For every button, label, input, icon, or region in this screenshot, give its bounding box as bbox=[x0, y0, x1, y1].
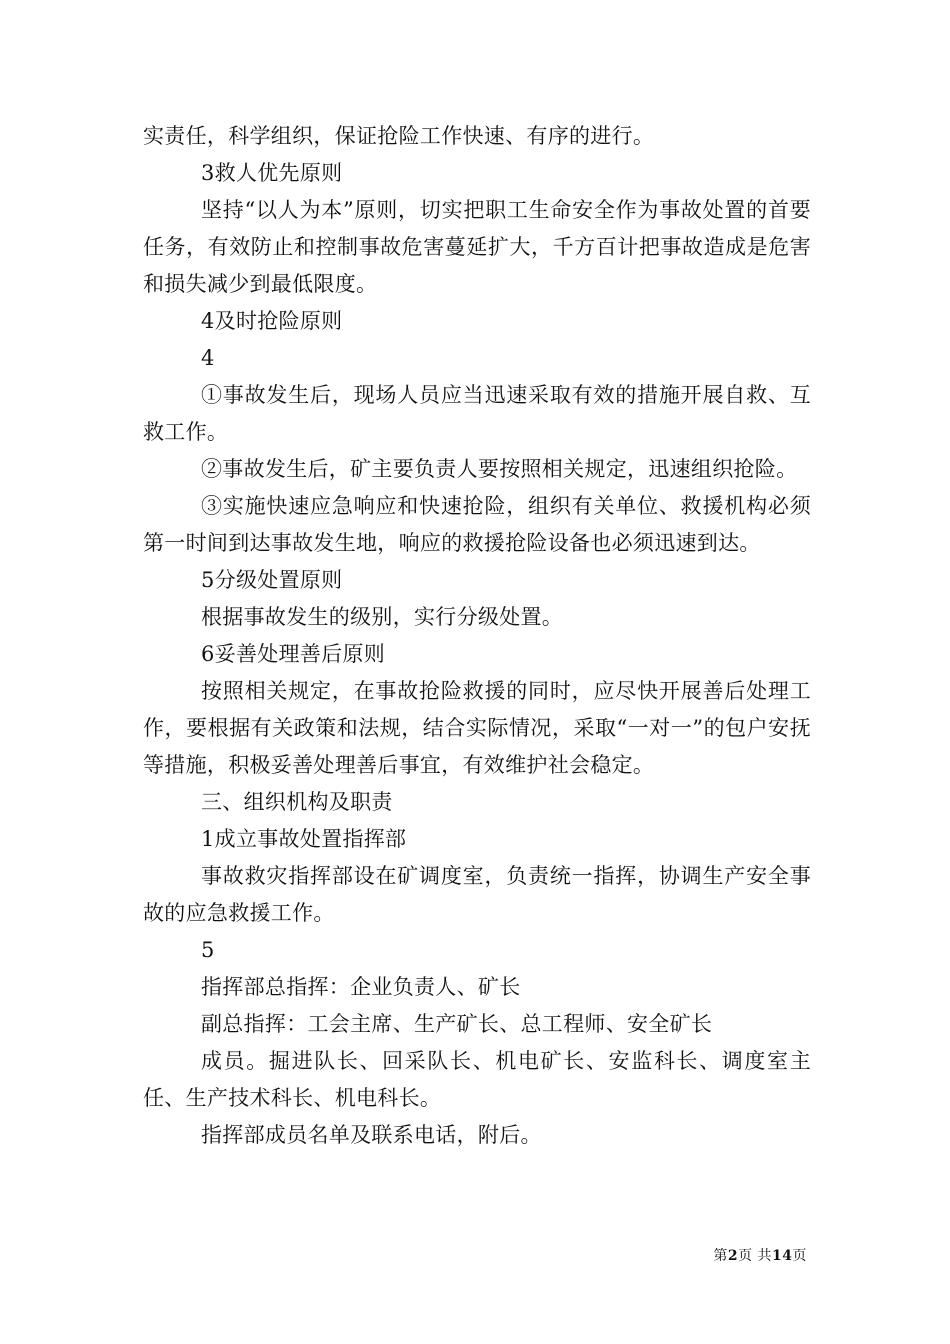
paragraph: 5 bbox=[201, 938, 215, 962]
paragraph: 副总指挥：工会主席、生产矿长、总工程师、安全矿长 bbox=[201, 1012, 713, 1036]
footer-middle: 页 共 bbox=[738, 1248, 773, 1264]
paragraph: 指挥部成员名单及联系电话，附后。 bbox=[201, 1123, 542, 1147]
paragraph: ②事故发生后，矿主要负责人要按照相关规定，迅速组织抢险。 bbox=[201, 457, 798, 481]
paragraph: 指挥部总指挥：企业负责人、矿长 bbox=[201, 975, 521, 999]
paragraph: 坚持“以人为本”原则，切实把职工生命安全作为事故处置的首要任务，有效防止和控制事故危害蔓延扩大，千方百计把事故造成是危害和损失减少到最低限度。 bbox=[143, 198, 811, 296]
paragraph: 实责任，科学组织，保证抢险工作快速、有序的进行。 bbox=[143, 124, 655, 148]
paragraph: 1成立事故处置指挥部 bbox=[201, 827, 407, 851]
paragraph: 按照相关规定，在事故抢险救援的同时，应尽快开展善后处理工作，要根据有关政策和法规，结合实际情况，采取“一对一”的包户安抚等措施，积极妥善处理善后事宜，有效维护社会稳定。 bbox=[143, 679, 811, 777]
section-heading: 三、组织机构及职责 bbox=[201, 790, 393, 814]
paragraph: 6妥善处理善后原则 bbox=[201, 642, 386, 666]
document-body bbox=[143, 118, 811, 1154]
paragraph: 3救人优先原则 bbox=[201, 161, 343, 185]
current-page-number: 2 bbox=[727, 1248, 739, 1264]
paragraph: ①事故发生后，现场人员应当迅速采取有效的措施开展自救、互救工作。 bbox=[143, 383, 811, 444]
paragraph: 5分级处置原则 bbox=[201, 568, 343, 592]
total-pages-number: 14 bbox=[772, 1248, 793, 1264]
paragraph: ③实施快速应急响应和快速抢险，组织有关单位、救援机构必须第一时间到达事故发生地，响应的救援抢险设备也必须迅速到达。 bbox=[143, 494, 811, 555]
footer-prefix: 第 bbox=[713, 1248, 728, 1264]
footer-suffix: 页 bbox=[792, 1248, 807, 1264]
paragraph: 根据事故发生的级别，实行分级处置。 bbox=[201, 605, 564, 629]
page-number-footer bbox=[713, 1247, 807, 1265]
paragraph: 4及时抢险原则 bbox=[201, 309, 343, 333]
paragraph: 成员。掘进队长、回采队长、机电矿长、安监科长、调度室主任、生产技术科长、机电科长。 bbox=[143, 1049, 811, 1110]
paragraph: 4 bbox=[201, 346, 215, 370]
paragraph: 事故救灾指挥部设在矿调度室，负责统一指挥，协调生产安全事故的应急救援工作。 bbox=[143, 864, 811, 925]
